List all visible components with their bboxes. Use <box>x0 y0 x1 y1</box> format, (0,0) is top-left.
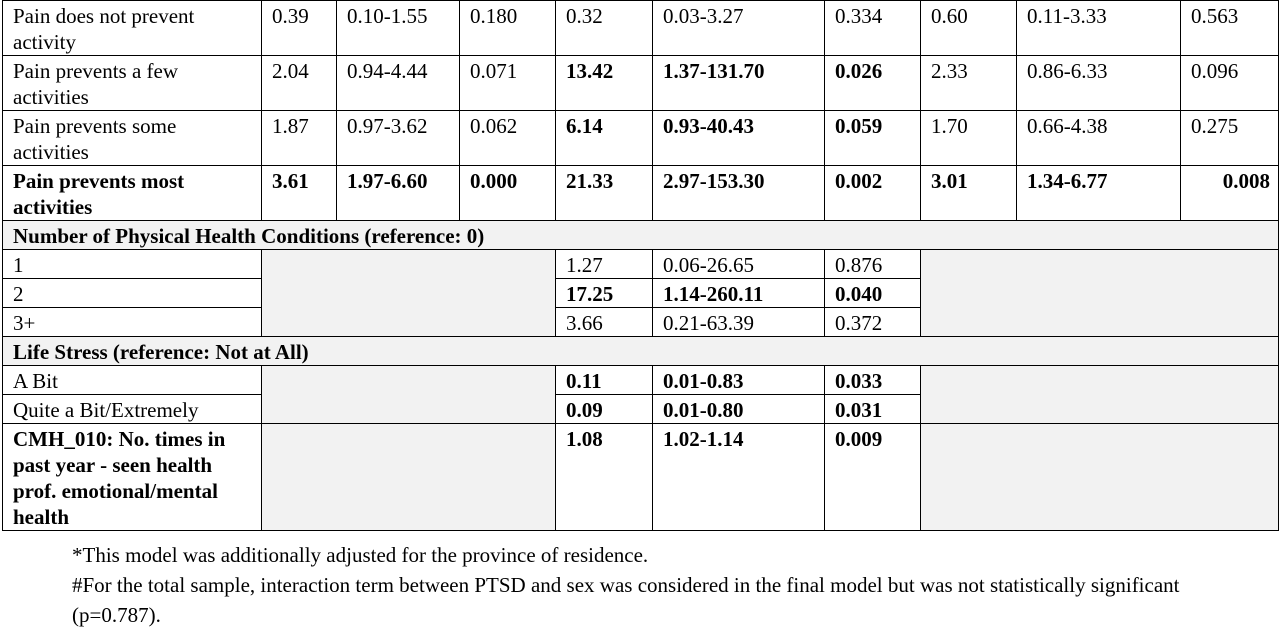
table-row <box>3 424 1279 531</box>
cell-value: 0.94-4.44 <box>337 56 460 111</box>
cell-value: 0.32 <box>556 1 653 56</box>
footnote: *This model was additionally adjusted for the province of residence. <box>72 543 649 567</box>
cell-value: 0.876 <box>825 250 921 279</box>
footnote: #For the total sample, interaction term between PTSD and sex was considered in the final model but was not statistically significant (p=0.787). <box>72 573 1180 627</box>
empty-cell <box>921 424 1279 531</box>
row-label: A Bit <box>3 366 262 395</box>
results-table <box>2 0 1279 531</box>
cell-value: 1.70 <box>921 111 1017 166</box>
cell-value: 0.21-63.39 <box>653 308 825 337</box>
table-row <box>3 56 1279 111</box>
empty-cell <box>262 424 556 531</box>
cell-value: 0.60 <box>921 1 1017 56</box>
cell-value: 0.563 <box>1181 1 1279 56</box>
cell-value: 0.334 <box>825 1 921 56</box>
cell-value: 0.180 <box>460 1 556 56</box>
table-row <box>3 111 1279 166</box>
cell-value: 17.25 <box>556 279 653 308</box>
cell-value: 3.66 <box>556 308 653 337</box>
row-label: CMH_010: No. times in past year - seen health prof. emotional/mental health <box>3 424 262 531</box>
cell-value: 1.02-1.14 <box>653 424 825 531</box>
row-label: Pain does not prevent activity <box>3 1 262 56</box>
cell-value: 0.10-1.55 <box>337 1 460 56</box>
table-row <box>3 1 1279 56</box>
cell-value: 0.09 <box>556 395 653 424</box>
cell-value: 0.11-3.33 <box>1017 1 1181 56</box>
cell-value: 21.33 <box>556 166 653 221</box>
cell-value: 0.096 <box>1181 56 1279 111</box>
empty-cell <box>921 250 1279 337</box>
cell-value: 2.04 <box>262 56 337 111</box>
section-header-row <box>3 337 1279 366</box>
cell-value: 0.008 <box>1181 166 1279 221</box>
cell-value: 3.01 <box>921 166 1017 221</box>
row-label: Pain prevents a few activities <box>3 56 262 111</box>
section-header-row <box>3 221 1279 250</box>
cell-value: 6.14 <box>556 111 653 166</box>
row-label: 3+ <box>3 308 262 337</box>
empty-cell <box>262 250 556 337</box>
cell-value: 13.42 <box>556 56 653 111</box>
cell-value: 0.39 <box>262 1 337 56</box>
cell-value: 0.059 <box>825 111 921 166</box>
cell-value: 2.97-153.30 <box>653 166 825 221</box>
row-label: Pain prevents most activities <box>3 166 262 221</box>
table-row <box>3 166 1279 221</box>
cell-value: 1.97-6.60 <box>337 166 460 221</box>
cell-value: 0.062 <box>460 111 556 166</box>
cell-value: 0.11 <box>556 366 653 395</box>
cell-value: 0.026 <box>825 56 921 111</box>
cell-value: 0.071 <box>460 56 556 111</box>
cell-value: 0.06-26.65 <box>653 250 825 279</box>
cell-value: 0.000 <box>460 166 556 221</box>
cell-value: 0.93-40.43 <box>653 111 825 166</box>
table-row <box>3 366 1279 395</box>
cell-value: 1.08 <box>556 424 653 531</box>
empty-cell <box>262 366 556 424</box>
cell-value: 0.040 <box>825 279 921 308</box>
cell-value: 2.33 <box>921 56 1017 111</box>
row-label: 2 <box>3 279 262 308</box>
cell-value: 0.031 <box>825 395 921 424</box>
row-label: Pain prevents some activities <box>3 111 262 166</box>
cell-value: 0.01-0.83 <box>653 366 825 395</box>
cell-value: 1.34-6.77 <box>1017 166 1181 221</box>
cell-value: 1.27 <box>556 250 653 279</box>
cell-value: 0.002 <box>825 166 921 221</box>
row-label: 1 <box>3 250 262 279</box>
row-label: Quite a Bit/Extremely <box>3 395 262 424</box>
cell-value: 0.86-6.33 <box>1017 56 1181 111</box>
section-header: Life Stress (reference: Not at All) <box>3 337 1279 366</box>
section-header: Number of Physical Health Conditions (reference: 0) <box>3 221 1279 250</box>
cell-value: 1.37-131.70 <box>653 56 825 111</box>
cell-value: 0.01-0.80 <box>653 395 825 424</box>
cell-value: 3.61 <box>262 166 337 221</box>
cell-value: 0.275 <box>1181 111 1279 166</box>
cell-value: 0.009 <box>825 424 921 531</box>
table-footnotes <box>72 540 1272 630</box>
cell-value: 0.66-4.38 <box>1017 111 1181 166</box>
cell-value: 1.14-260.11 <box>653 279 825 308</box>
cell-value: 0.372 <box>825 308 921 337</box>
cell-value: 0.97-3.62 <box>337 111 460 166</box>
cell-value: 0.033 <box>825 366 921 395</box>
table-row <box>3 250 1279 279</box>
cell-value: 0.03-3.27 <box>653 1 825 56</box>
cell-value: 1.87 <box>262 111 337 166</box>
empty-cell <box>921 366 1279 424</box>
